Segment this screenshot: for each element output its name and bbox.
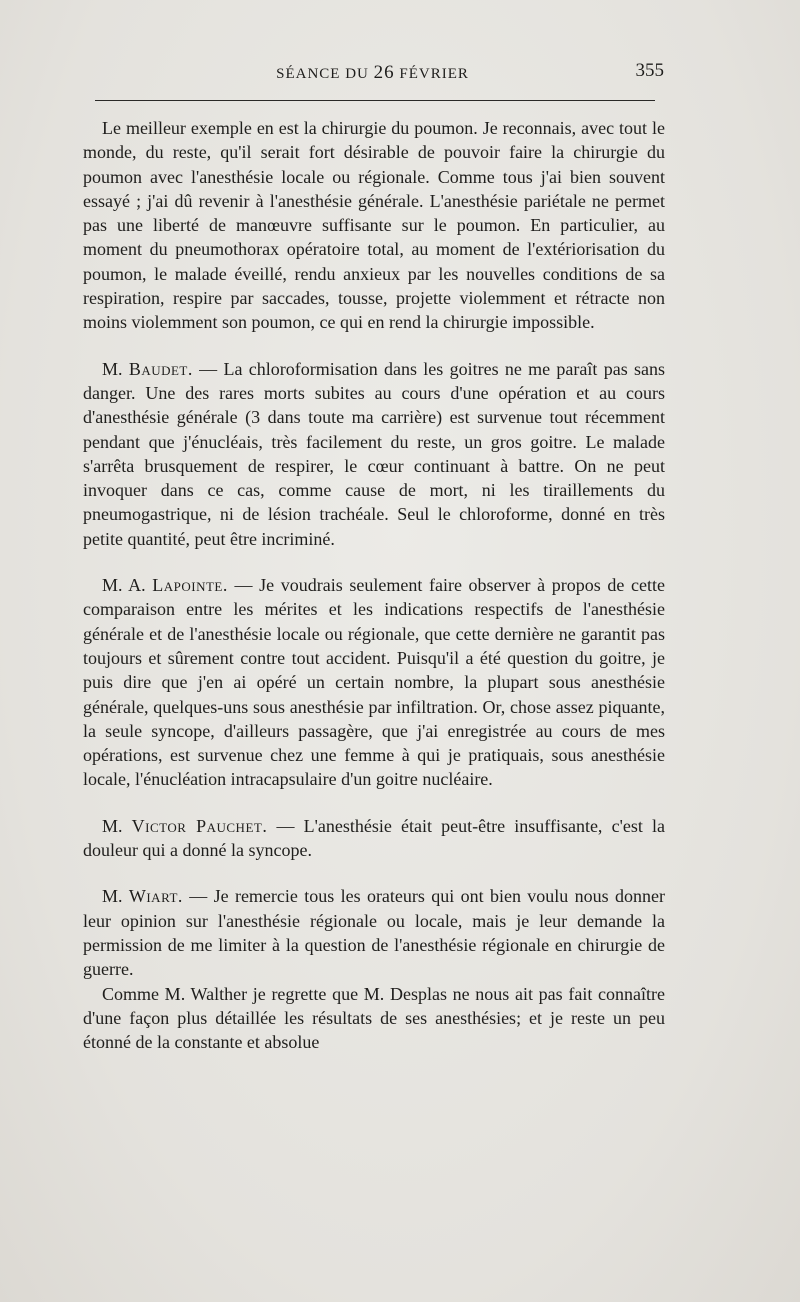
paragraph-text: — Je voudrais seulement faire observer à propos de cette comparaison entre les mérites et les indications respectifs de l'anesthésie générale et de l'anesthésie locale ou régionale, que cette dernière ne garantit pas toujours et sûrement contre tout accident. Puisqu'il a été question du goitre, je puis dire que j'en ai opéré un certain nombre, la plupart sous anesthésie générale, quelques-uns sous anesthésie par infiltration. Or, chose assez piquante, la seule syncope, d'ailleurs passagère, que j'ai enregistrée au cours de mes opérations, est survenue chez une femme à qui je pratiquais, sous anesthésie locale, l'énucléation intracapsulaire d'un goitre nucléaire. xyxy=(83,575,665,790)
header-title-after: FÉVRIER xyxy=(394,66,469,82)
speaker-name: Victor Pauchet. xyxy=(131,815,268,836)
paragraph-lapointe xyxy=(83,573,665,792)
header-rule xyxy=(95,100,655,101)
paragraph-text: — L'anesthésie était peut-être insuffisante, c'est la douleur qui a donné la syncope. xyxy=(83,815,665,861)
speaker-name: Lapointe. xyxy=(152,575,228,596)
page-number: 355 xyxy=(635,60,664,81)
speaker-name: Wiart. xyxy=(128,886,183,907)
running-header xyxy=(85,60,664,86)
body-text xyxy=(83,116,665,1054)
speaker-prefix: M. xyxy=(102,358,129,379)
paragraph-text: — La chloroformisation dans les goitres ne me paraît pas sans danger. Une des rares morts subites au cours d'une opération et au cours d'anesthésie générale (3 dans toute ma carrière) est survenue tout récemment pendant que j'énucléais, très facilement du reste, un gros goitre. Le malade s'arrêta brusquement de respirer, le cœur continuant à battre. On ne peut invoquer dans ce cas, comme cause de mort, ni les tiraillements du pneumogastrique, ni de lésion trachéale. Seul le chloroforme, donné en très petite quantité, peut être incriminé. xyxy=(83,358,665,549)
speaker-name: Baudet. xyxy=(128,358,193,379)
header-title-date: 26 xyxy=(373,62,395,83)
paragraph-text: — Je remercie tous les orateurs qui ont bien voulu nous donner leur opinion sur l'anesthésie régionale ou locale, mais je leur demande la permission de me limiter à la question de l'anesthésie régionale en chirurgie de guerre. xyxy=(83,886,665,980)
paragraph-pauchet xyxy=(83,814,665,863)
paragraph-walther xyxy=(83,982,665,1055)
speaker-prefix: M. A. xyxy=(102,575,153,596)
paragraph-text: Comme M. Walther je regrette que M. Desplas ne nous ait pas fait connaître d'une façon plus détaillée les résultats de ses anesthésies; et je reste un peu étonné de la constante et absolue xyxy=(83,983,665,1053)
paragraph-wiart xyxy=(83,884,665,981)
header-title-before: SÉANCE DU xyxy=(276,66,374,82)
paragraph-text: Le meilleur exemple en est la chirurgie du poumon. Je reconnais, avec tout le monde, du reste, qu'il serait fort désirable de pouvoir faire la chirurgie du poumon avec l'anesthésie locale ou régionale. Comme tous j'ai bien souvent essayé ; j'ai dû revenir à l'anesthésie générale. L'anesthésie pariétale ne permet pas une liberté de manœuvre suffisante sur le poumon. En particulier, au moment du pneumothorax opératoire total, au moment de l'extériorisation du poumon, le malade éveillé, rendu anxieux par les nouvelles conditions de sa respiration, respire par saccades, tousse, projette violemment et rétracte non moins violemment son poumon, ce qui en rend la chirurgie impossible. xyxy=(83,118,665,333)
paragraph-baudet xyxy=(83,357,665,551)
speaker-prefix: M. xyxy=(102,886,129,907)
speaker-prefix: M. xyxy=(102,815,132,836)
paragraph-intro xyxy=(83,116,665,335)
header-title xyxy=(85,62,660,84)
